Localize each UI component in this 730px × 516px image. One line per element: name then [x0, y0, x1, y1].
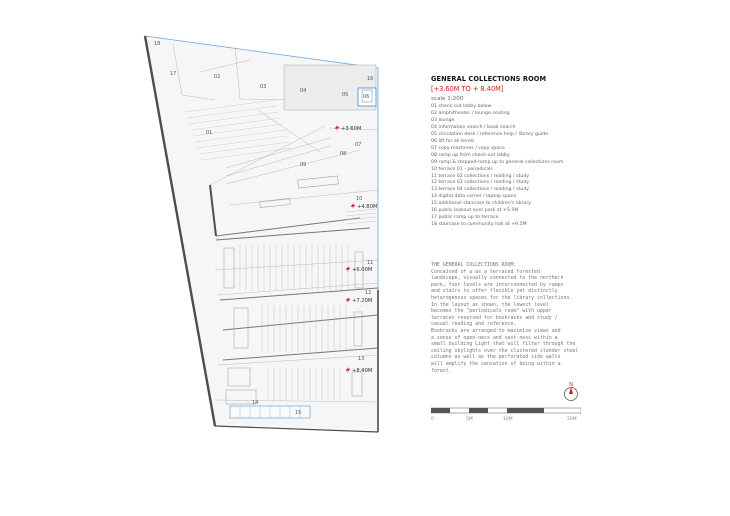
legend-item: 16 public lookout over park at +5.5M	[431, 208, 519, 214]
scale-tick-0: 0	[431, 417, 434, 422]
level-marker-6-00	[345, 266, 372, 273]
level-icon	[345, 266, 351, 272]
description-line: columns as well as the perforated side walls	[431, 354, 561, 361]
description-line: ceiling skylights over the clustered slender steel	[431, 347, 579, 354]
plan-label-13: 13	[358, 356, 365, 362]
level-label: +8.40M	[352, 368, 373, 374]
legend-item: 09 ramp & stepped-ramp up to general collections room	[431, 159, 564, 165]
description-block	[431, 262, 581, 374]
plan-label-17: 17	[170, 71, 177, 77]
description-line: In the layout as shown, the lowest level	[431, 301, 549, 308]
legend-item: 14 digital data corner / laptop space	[431, 194, 517, 200]
legend-item: 13 terrace 04 collections / reading / study	[431, 187, 530, 193]
scale-tick-10m: 10M	[503, 417, 513, 422]
level-marker-3-60	[334, 125, 361, 132]
plan-label-11: 11	[367, 260, 374, 266]
legend-item: 08 ramp up from check-out lobby	[431, 152, 510, 158]
description-line: landscape, visually connected to the northern	[431, 275, 564, 282]
description-line: and stairs to offer flexible yet distinctly	[431, 288, 558, 295]
description-title: THE GENERAL COLLECTIONS ROOM:	[431, 262, 517, 268]
level-marker-4-80	[350, 203, 377, 210]
legend-item: 11 terrace 02 collections / reading / study	[431, 173, 530, 179]
description-line: park, four levels are interconnected by ramps	[431, 281, 564, 288]
legend-item: 03 lounge	[431, 117, 455, 123]
plan-label-02: 02	[214, 74, 221, 80]
legend-scale: scale 1:200	[431, 96, 464, 102]
level-icon	[334, 125, 340, 131]
description-line: casual reading and reference.	[431, 321, 517, 328]
level-marker-8-40	[345, 367, 372, 374]
legend-item: 06 lift for all levels	[431, 138, 475, 144]
level-icon	[345, 297, 351, 303]
plan-label-01: 01	[206, 130, 213, 136]
plan-label-07: 07	[355, 142, 362, 148]
plan-label-03: 03	[260, 84, 267, 90]
description-line: small building Light that will filter through the	[431, 341, 576, 348]
legend-item: 04 information search / book search	[431, 124, 516, 130]
legend-item: 07 copy machines / copy space	[431, 145, 505, 151]
plan-label-05: 05	[342, 92, 349, 98]
level-label: +7.20M	[352, 298, 373, 304]
plan-label-15: 15	[295, 410, 302, 416]
description-line: a sense of open-ness and vast-ness within a	[431, 334, 558, 341]
description-line: forest.	[431, 367, 452, 374]
legend-list	[431, 104, 601, 229]
legend-item: 18 staircase to community hall at +9.5M	[431, 222, 527, 228]
legend-item: 01 check-out lobby below	[431, 104, 492, 109]
plan-label-10: 10	[356, 196, 363, 202]
legend-item: 10 terrace 01 - periodicals	[431, 166, 493, 172]
level-label: +4.80M	[357, 204, 378, 210]
level-icon	[345, 367, 351, 373]
scale-tick-20m: 20M	[567, 417, 577, 422]
plan-label-16: 16	[367, 76, 374, 82]
plan-label-14: 14	[252, 400, 259, 406]
plan-label-18: 18	[154, 41, 161, 47]
north-label: N	[569, 382, 573, 388]
scale-bar	[431, 405, 581, 427]
plan-label-06: 06	[363, 94, 370, 100]
description-line: will amplify the sensation of being within a	[431, 360, 561, 367]
legend-title: GENERAL COLLECTIONS ROOM	[431, 75, 547, 83]
plan-label-04: 04	[300, 88, 307, 94]
level-label: +3.60M	[341, 126, 362, 132]
scale-tick-5m: 5M	[466, 417, 473, 422]
level-label: +6.00M	[352, 267, 373, 273]
legend-panel	[431, 70, 601, 229]
description-line: Bookracks are arranged to maximise views and	[431, 327, 561, 334]
legend-item: 17 public ramp up to terrace	[431, 215, 499, 221]
plan-label-09: 09	[300, 162, 307, 168]
legend-level-range: [+3.60M TO + 8.40M]	[431, 85, 504, 93]
legend-item: 05 circulation desk / reference help / library guide	[431, 131, 549, 137]
plan-label-12: 12	[365, 290, 372, 296]
description-line: Conceived of a as a terraced forested	[431, 268, 540, 275]
description-line: terraces reserved for bookracks and study /	[431, 314, 558, 321]
legend-item: 15 additional staircase to children's library	[431, 201, 532, 207]
plan-label-08: 08	[340, 151, 347, 157]
legend-item: 02 amphitheater / lounge seating	[431, 110, 510, 116]
legend-item: 12 terrace 03 collections / reading / study	[431, 180, 530, 186]
north-arrow-icon	[561, 381, 581, 403]
level-icon	[350, 203, 356, 209]
description-line: heterogenous spaces for the library collections.	[431, 294, 573, 301]
description-line: becomes the "periodicals room" with upper	[431, 308, 552, 315]
level-marker-7-20	[345, 297, 372, 304]
